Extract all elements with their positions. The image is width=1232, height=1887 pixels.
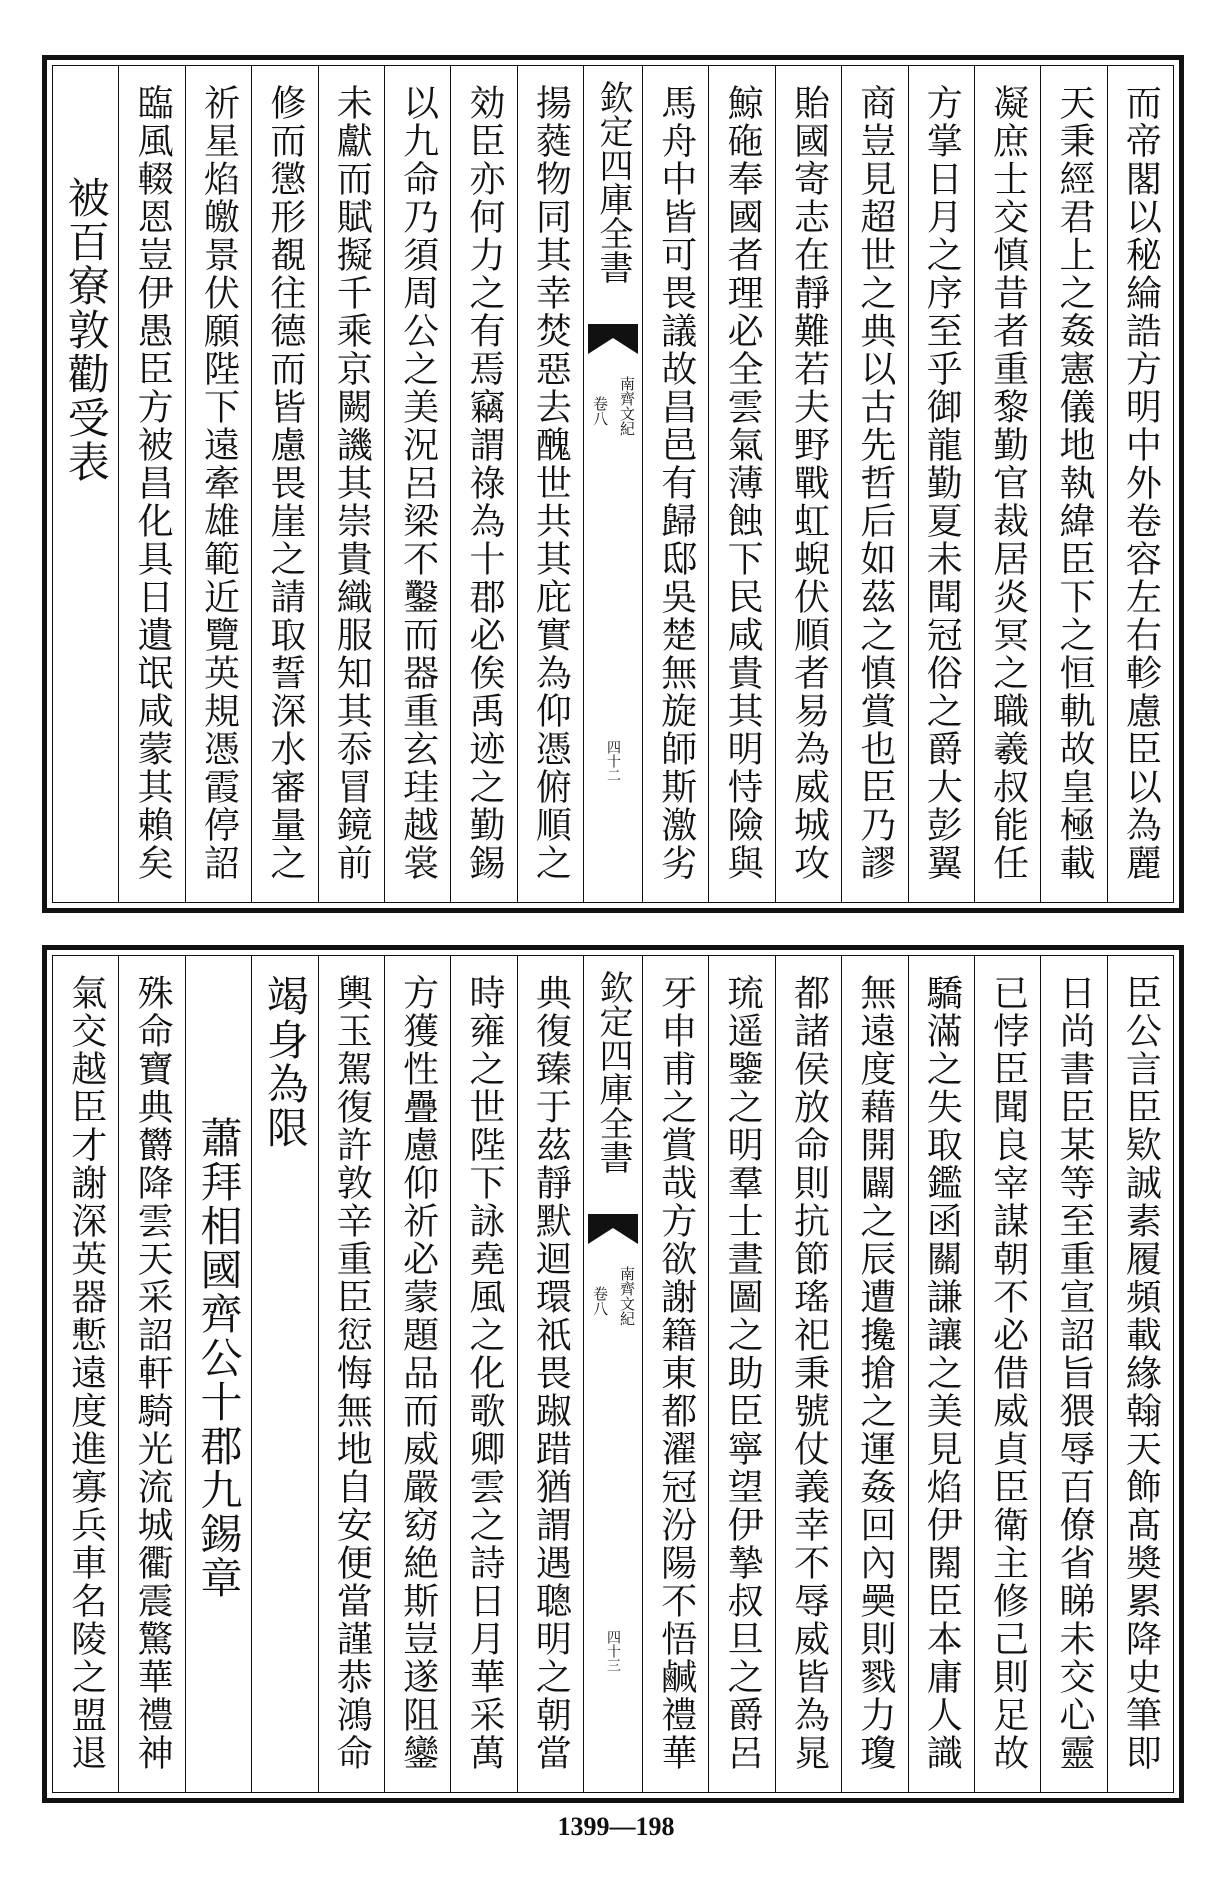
text-column: 未獻而賦擬千乘京闕譏其崇貴織服知其忝冒鏡前 [318, 66, 384, 902]
bottom-page-frame [52, 955, 1174, 1793]
text-column: 方掌日月之序至乎御龍勤夏未聞冠俗之爵大彭翼 [908, 66, 974, 902]
text-column: 驕滿之失取鑑函關謙讓之美見焰伊閞臣本庸人識 [908, 956, 974, 1792]
text-column: 臣公言臣欵誠素履頻載緣翰天飾髙奬累降史筆即 [1107, 956, 1173, 1792]
text-column: 修而懲形覩往德而皆慮畏崖之請取誓深水審量之 [251, 66, 317, 902]
text-column: 馬舟中皆可畏議故昌邑有歸邸吳楚無旋師斯激劣 [642, 66, 708, 902]
text-column: 揚蕤物同其幸焚惡去醜世共其庇實為仰憑俯順之 [517, 66, 583, 902]
fishtail-mark-icon [588, 324, 638, 354]
library-header: 欽定四庫全書 [593, 80, 633, 284]
book-title: 南齊文紀 [618, 376, 636, 436]
page-footer-number: 1399—198 [557, 1812, 675, 1841]
text-column: 臨風輟恩豈伊愚臣方被昌化具日遺氓咸蒙其賴矣 [118, 66, 184, 902]
text-column: 以九命乃須周公之美況呂梁不鑿而器重玄珪越裳 [384, 66, 450, 902]
text-column: 牙申甫之賞哉方欲謝籍東都濯冠汾陽不悟鹹禮華 [642, 956, 708, 1792]
text-column: 都諸侯放命則抗節瑤祀秉號仗義幸不辱威皆為晁 [775, 956, 841, 1792]
text-column: 方獲性疊慮仰祈必蒙題品而威嚴窈絶斯豈遂阻鑾 [384, 956, 450, 1792]
book-title: 南齊文紀 [618, 1266, 636, 1326]
text-column: 日尚書臣某等至重宣詔旨猥辱百僚省睇未交心靈 [1040, 956, 1106, 1792]
top-page [42, 55, 1184, 913]
text-column: 効臣亦何力之有焉竊謂祿為十郡必俟禹迹之勤錫 [450, 66, 516, 902]
fishtail-mark-icon [588, 1214, 638, 1244]
page-number: 四十三 [605, 1630, 621, 1672]
library-header: 欽定四庫全書 [593, 970, 633, 1174]
text-column: 氣交越臣才謝深英器慙遠度進寡兵車名陵之盟退 [65, 974, 107, 1772]
text-column: 琉遥鑒之明羣士晝圖之助臣寧望伊摯叔旦之爵呂 [708, 956, 774, 1792]
center-fold [583, 956, 642, 1792]
text-column: 典復臻于茲靜默迴環祇畏踧踖猶謂遇聰明之朝當 [517, 956, 583, 1792]
text-column: 竭身為限 [251, 956, 317, 1792]
text-column: 時雍之世陛下詠堯風之化歌卿雲之詩日月華采萬 [450, 956, 516, 1792]
section-heading-column: 蕭拜相國齊公十郡九錫章 [185, 956, 251, 1792]
center-fold [583, 66, 642, 902]
text-column: 商豈見超世之典以古先哲后如茲之慎賞也臣乃謬 [841, 66, 907, 902]
text-column: 凝庶士交慎昔者重黎勤官裁居炎冥之職羲叔能任 [974, 66, 1040, 902]
volume-label: 卷八 [591, 396, 609, 426]
text-column: 祈星焰皦景伏願陛下遠牽雄範近覽英規憑霞停詔 [185, 66, 251, 902]
volume-label: 卷八 [591, 1286, 609, 1316]
text-column: 已悖臣聞良宰謀朝不必借威貞臣衛主修己則足故 [974, 956, 1040, 1792]
text-column: 殊命寶典欝降雲天采詔軒騎光流城衢震驚華禮神 [118, 956, 184, 1792]
text-column: 貽國寄志在靜難若夫野戰虹蜺伏順者易為威城攻 [775, 66, 841, 902]
text-column: 而帝閣以秘綸誥方明中外卷容左右軫慮臣以為麗 [1107, 66, 1173, 902]
text-column: 天秉經君上之姦憲儀地執緯臣下之恒軌故皇極載 [1040, 66, 1106, 902]
text-column: 輿玉駕復許敦辛重臣愆悔無地自安便當謹恭鴻命 [318, 956, 384, 1792]
bottom-page [42, 945, 1184, 1803]
text-column: 被百寮敦勸受表 [61, 176, 111, 484]
text-column: 無遠度藉開闢之辰遭攙搶之運姦回內奰則戮力瓊 [841, 956, 907, 1792]
top-page-frame [52, 65, 1174, 903]
page-number: 四十二 [605, 740, 621, 782]
text-column: 鯨砤奉國者理必全雲氣薄蝕下民咸貴其明恃險與 [708, 66, 774, 902]
